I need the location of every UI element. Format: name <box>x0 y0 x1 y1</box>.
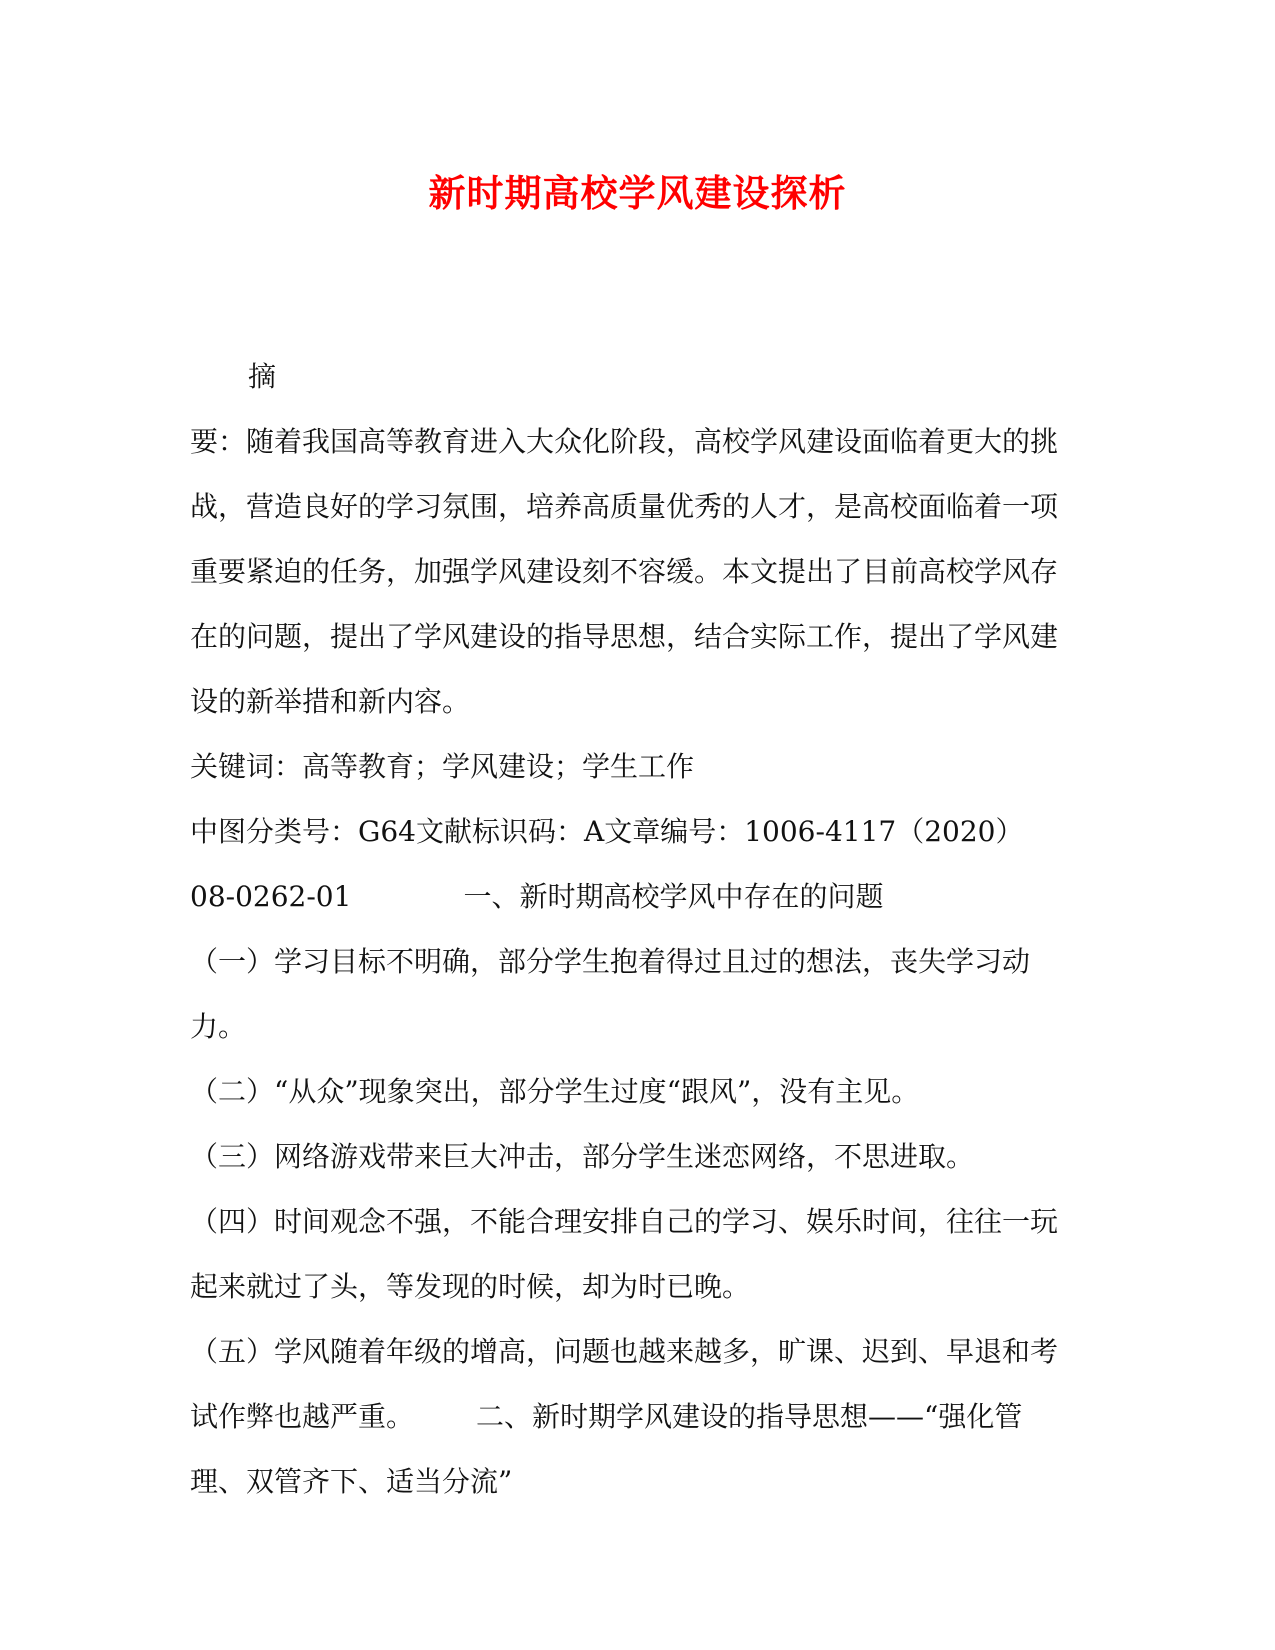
section-heading-1: 一、新时期高校学风中存在的问题 <box>463 880 884 913</box>
document-title: 新时期高校学风建设探析 <box>428 171 847 215</box>
keywords-line: 关键词：高等教育；学风建设；学生工作 <box>190 750 695 783</box>
section-heading-2: 二、新时期学风建设的指导思想——“强化管理、双管齐下、适当分流” <box>190 1400 1023 1498</box>
abstract-heading: 摘 <box>248 360 277 393</box>
list-item: （三）网络游戏带来巨大冲击，部分学生迷恋网络，不思进取。 <box>190 1140 975 1173</box>
list-item: （二）“从众”现象突出，部分学生过度“跟风”，没有主见。 <box>190 1075 920 1108</box>
classification-paragraph <box>190 799 1060 929</box>
list-item: （五）学风随着年级的增高，问题也越来越多，旷课、迟到、早退和考试作弊也越严重。 <box>190 1335 1059 1433</box>
classification-text: 中图分类号：G64文献标识码：A文章编号：1006-4117（2020）08-0262-01 <box>190 815 1024 913</box>
abstract-paragraph: 要：随着我国高等教育进入大众化阶段，高校学风建设面临着更大的挑战，营造良好的学习氛围，培养高质量优秀的人才，是高校面临着一项重要紧迫的任务，加强学风建设刻不容缓。本文提出了目前高校学风存在的问题，提出了学风建设的指导思想，结合实际工作，提出了学风建设的新举措和新内容。 <box>190 425 1059 718</box>
list-item: （一）学习目标不明确，部分学生抱着得过且过的想法，丧失学习动力。 <box>190 945 1031 1043</box>
list-item: （四）时间观念不强，不能合理安排自己的学习、娱乐时间，往往一玩起来就过了头，等发现的时候，却为时已晚。 <box>190 1205 1059 1303</box>
list-item-with-heading <box>190 1319 1060 1514</box>
document-body <box>190 344 1060 1514</box>
